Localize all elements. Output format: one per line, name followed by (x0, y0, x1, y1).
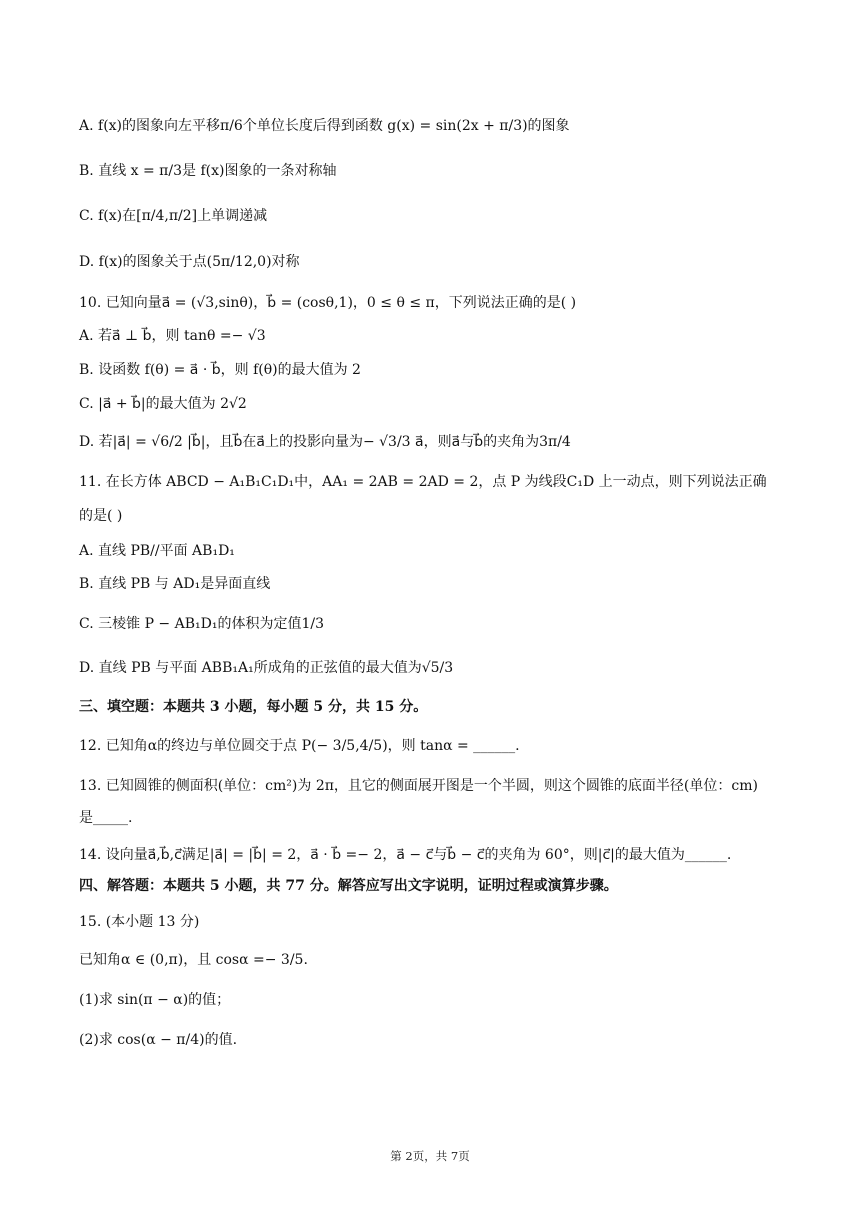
question-15-title: 15. (本小题 13 分) (79, 914, 200, 930)
option-9d: D. f(x)的图象关于点(5π/12,0)对称 (79, 254, 300, 270)
option-10a: A. 若a⃗ ⊥ b⃗，则 tanθ =− √3 (79, 328, 266, 344)
question-15-part2: (2)求 cos(α − π/4)的值. (79, 1032, 238, 1048)
question-11-stem-cont: 的是( ) (79, 508, 123, 524)
option-9b: B. 直线 x = π/3是 f(x)图象的一条对称轴 (79, 163, 337, 179)
question-14: 14. 设向量a⃗,b⃗,c⃗满足|a⃗| = |b⃗| = 2，a⃗ · b⃗ =− 2，a⃗ − c⃗与b⃗ − c⃗的夹角为 60°，则|c⃗|的最大值为______. (79, 847, 732, 863)
option-9c: C. f(x)在[π/4,π/2]上单调递减 (79, 208, 268, 224)
question-15-part1: (1)求 sin(π − α)的值； (79, 992, 231, 1008)
option-11c: C. 三棱锥 P − AB₁D₁的体积为定值1/3 (79, 616, 324, 632)
section-heading-fill-in: 三、填空题：本题共 3 小题，每小题 5 分，共 15 分。 (79, 699, 428, 715)
page-footer: 第 2页，共 7页 (390, 1149, 470, 1163)
section-heading-solutions: 四、解答题：本题共 5 小题，共 77 分。解答应写出文字说明，证明过程或演算步骤。 (79, 878, 618, 894)
option-9a: A. f(x)的图象向左平移π/6个单位长度后得到函数 g(x) = sin(2x + π/3)的图象 (79, 118, 570, 134)
option-10c: C. |a⃗ + b⃗|的最大值为 2√2 (79, 396, 247, 412)
option-11b: B. 直线 PB 与 AD₁是异面直线 (79, 576, 271, 592)
question-12: 12. 已知角α的终边与单位圆交于点 P(− 3/5,4/5)，则 tanα = ______. (79, 738, 520, 754)
question-13: 13. 已知圆锥的侧面积(单位：cm²)为 2π，且它的侧面展开图是一个半圆，则这个圆锥的底面半径(单位：cm) (79, 778, 758, 794)
option-10b: B. 设函数 f(θ) = a⃗ · b⃗，则 f(θ)的最大值为 2 (79, 362, 361, 378)
question-10-stem: 10. 已知向量a⃗ = (√3,sinθ)，b⃗ = (cosθ,1)，0 ≤ θ ≤ π，下列说法正确的是( ) (79, 295, 577, 311)
question-15-stem: 已知角α ∈ (0,π)，且 cosα =− 3/5. (79, 952, 308, 968)
question-11-stem: 11. 在长方体 ABCD − A₁B₁C₁D₁中，AA₁ = 2AB = 2AD = 2，点 P 为线段C₁D 上一动点，则下列说法正确 (79, 474, 767, 490)
option-10d: D. 若|a⃗| = √6/2 |b⃗|，且b⃗在a⃗上的投影向量为− √3/3 a⃗，则a⃗与b⃗的夹角为3π/4 (79, 434, 571, 450)
option-11a: A. 直线 PB//平面 AB₁D₁ (79, 543, 235, 559)
question-13-cont: 是_____. (79, 810, 133, 826)
option-11d: D. 直线 PB 与平面 ABB₁A₁所成角的正弦值的最大值为√5/3 (79, 660, 454, 676)
